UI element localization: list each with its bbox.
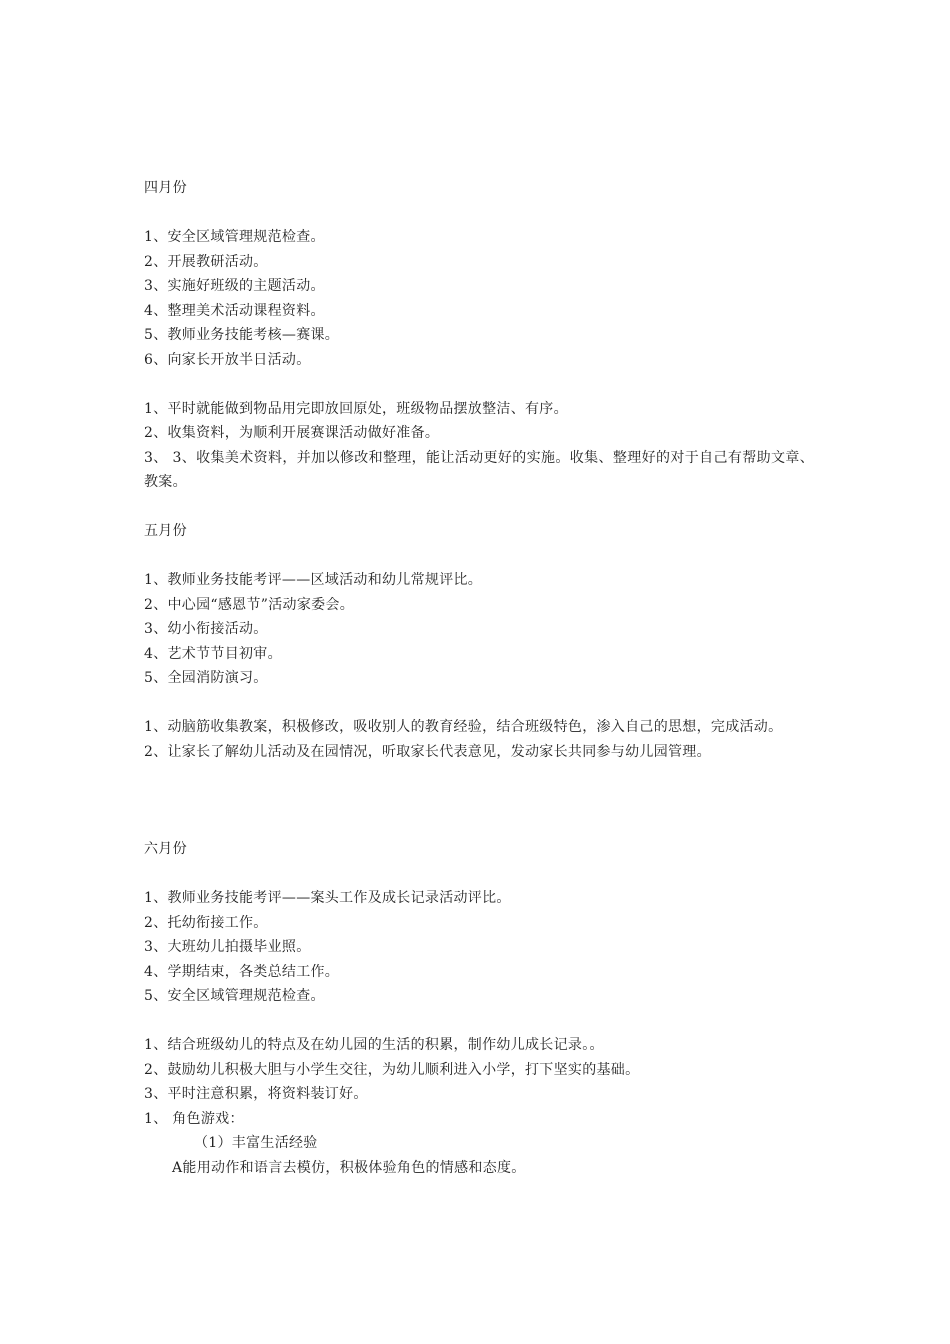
list-item: 3、平时注意积累，将资料装订好。 xyxy=(144,1086,368,1102)
list-item: 5、教师业务技能考核—赛课。 xyxy=(144,327,340,343)
april-task-list xyxy=(144,225,814,372)
role-play-heading: 1、 角色游戏： xyxy=(144,1110,244,1127)
june-task-list xyxy=(144,886,814,1009)
list-item: 1、教师业务技能考评——案头工作及成长记录活动评比。 xyxy=(144,890,511,906)
list-item: 3、大班幼儿拍摄毕业照。 xyxy=(144,939,311,955)
list-item: 6、向家长开放半日活动。 xyxy=(144,351,311,368)
list-item: 1、结合班级幼儿的特点及在幼儿园的生活的积累，制作幼儿成长记录。。 xyxy=(144,1037,604,1053)
list-item: 1、平时就能做到物品用完即放回原处，班级物品摆放整洁、有序。 xyxy=(144,400,568,417)
role-play-section xyxy=(144,1107,814,1181)
list-item: 1、安全区域管理规范检查。 xyxy=(144,229,325,245)
may-measure-list xyxy=(144,715,814,764)
document-body xyxy=(144,176,814,1180)
list-item: 5、安全区域管理规范检查。 xyxy=(144,988,325,1004)
april-measure-list xyxy=(144,397,814,495)
role-play-item: A能用动作和语言去模仿，积极体验角色的情感和态度。 xyxy=(172,1159,526,1176)
list-item: 3、 3、收集美术资料，并加以修改和整理，能让活动更好的实施。收集、整理好的对于自己有帮助文章、教案。 xyxy=(144,449,814,490)
list-item: 3、实施好班级的主题活动。 xyxy=(144,278,325,294)
list-item: 1、教师业务技能考评——区域活动和幼儿常规评比。 xyxy=(144,572,483,588)
section-title-april: 四月份 xyxy=(144,180,187,196)
list-item: 4、艺术节节目初审。 xyxy=(144,645,282,662)
june-measure-list xyxy=(144,1033,814,1107)
role-play-subheading: （1）丰富生活经验 xyxy=(194,1135,318,1151)
list-item: 3、幼小衔接活动。 xyxy=(144,621,268,637)
section-title-june: 六月份 xyxy=(144,841,187,857)
list-item: 2、让家长了解幼儿活动及在园情况，听取家长代表意见，发动家长共同参与幼儿园管理。 xyxy=(144,743,711,760)
section-title-may: 五月份 xyxy=(144,523,187,539)
may-task-list xyxy=(144,568,814,691)
list-item: 4、学期结束，各类总结工作。 xyxy=(144,963,340,980)
list-item: 2、鼓励幼儿积极大胆与小学生交往，为幼儿顺利进入小学，打下坚实的基础。 xyxy=(144,1061,640,1078)
list-item: 2、中心园“感恩节”活动家委会。 xyxy=(144,596,355,613)
list-item: 1、动脑筋收集教案，积极修改，吸收别人的教育经验，结合班级特色，渗入自己的思想，完成活动。 xyxy=(144,719,783,735)
list-item: 2、开展教研活动。 xyxy=(144,253,268,270)
list-item: 4、整理美术活动课程资料。 xyxy=(144,302,325,319)
list-item: 5、全园消防演习。 xyxy=(144,670,268,686)
list-item: 2、托幼衔接工作。 xyxy=(144,914,268,931)
list-item: 2、收集资料，为顺利开展赛课活动做好准备。 xyxy=(144,425,440,441)
